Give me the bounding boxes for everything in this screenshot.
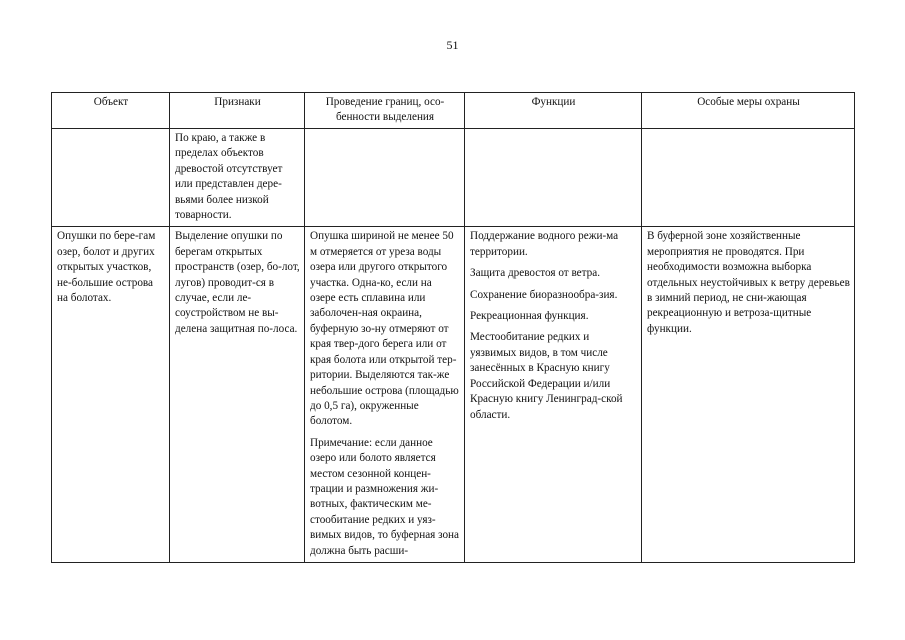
table-header-row: [52, 93, 855, 129]
page-number: 51: [446, 38, 459, 52]
cell-functions: [465, 129, 642, 227]
cell-boundaries: [305, 129, 465, 227]
cell-features: По краю, а также в пределах объектов древостой отсутствует или представлен дере-вьями более низкой товарности.: [170, 129, 305, 227]
function-item: Поддержание водного режи-ма территории.: [470, 230, 619, 258]
cell-object: Опушки по бере-гам озер, болот и других открытых участков, не-большие острова на болотах.: [52, 227, 170, 563]
header-features: Признаки: [170, 93, 305, 129]
cell-features: Выделение опушки по берегам открытых пространств (озер, бо-лот, лугов) проводит-ся в случае, если ле-соустройством не вы-делена защитная по-лоса.: [170, 227, 305, 563]
header-object: Объект: [52, 93, 170, 129]
boundaries-note: Примечание: если данное озеро или болото является местом сезонной концен-трации и размножения жи-вотных, фактическим ме-стообитание редких и уяз-вимых видов, то буферная зона должна быть расши-: [310, 436, 460, 557]
protection-measures-table: [51, 92, 855, 563]
table-row: [52, 129, 855, 227]
header-boundaries: Проведение границ, осо-бенности выделения: [305, 93, 465, 129]
function-item: Сохранение биоразнообра-зия.: [470, 288, 618, 301]
function-item: Местообитание редких и уязвимых видов, в том числе занесённых в Красную книгу Российской Федерации и/или Красную книгу Ленинград-ской области.: [470, 331, 623, 421]
cell-boundaries: [305, 227, 465, 563]
function-item: Защита древостоя от ветра.: [470, 267, 601, 280]
cell-functions: [465, 227, 642, 563]
header-protection: Особые меры охраны: [642, 93, 855, 129]
boundaries-paragraph: Опушка шириной не менее 50 м отмеряется от уреза воды озера или другого открытого участка. Одна-ко, если на озере есть сплавина или заболочен-ная окраина, буферную зо-ну отмеряют от края твер-дого берега или от края болота или открытой тер-ритории. Выделяются так-же небольшие острова (площадью до 0,5 га), окруженные болотом.: [310, 230, 459, 428]
cell-protection: В буферной зоне хозяйственные мероприятия не проводятся. При необходимости возможна выборка отдельных неустойчивых к ветру деревьев в зимний период, не сни-жающая рекреационную и ветроза-щитные функции.: [642, 227, 855, 563]
table-row: [52, 227, 855, 563]
cell-protection: [642, 129, 855, 227]
cell-object: [52, 129, 170, 227]
header-functions: Функции: [465, 93, 642, 129]
function-item: Рекреационная функция.: [470, 310, 589, 323]
